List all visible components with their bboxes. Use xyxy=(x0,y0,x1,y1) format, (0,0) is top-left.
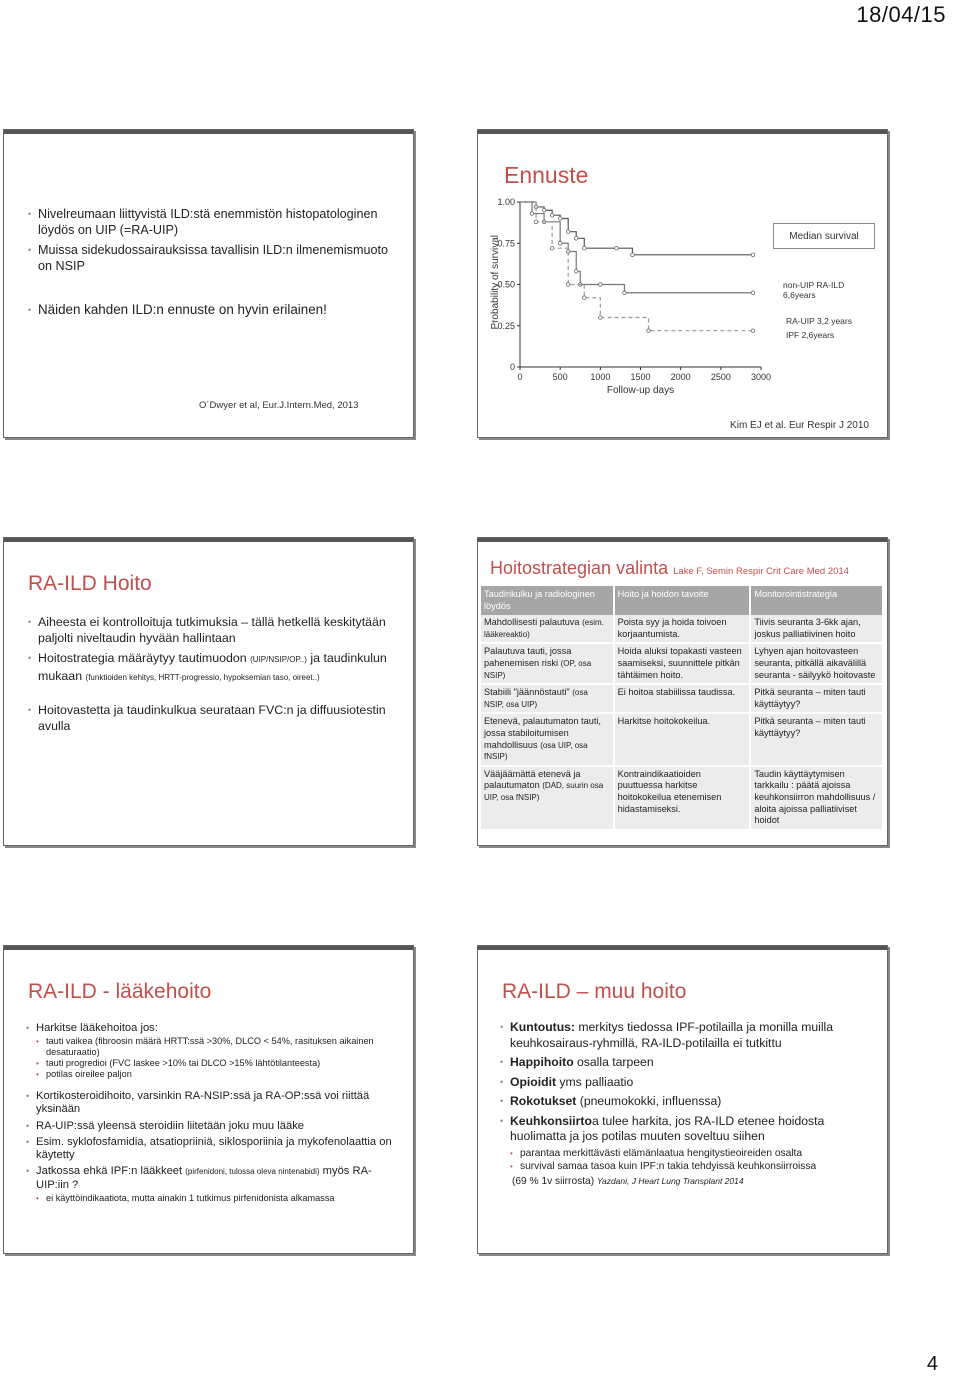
slide5-sub-list-2 xyxy=(36,1193,401,1204)
table-cell: Poista syy ja hoida toivoen korjaantumista. xyxy=(614,615,751,643)
y-tick-label: 0.50 xyxy=(497,279,515,290)
censor-mark xyxy=(566,283,570,287)
slide5-sub-list xyxy=(36,1036,401,1081)
censor-mark xyxy=(550,213,554,217)
table-row xyxy=(481,684,883,713)
table-cell: Mahdollisesti palautuva (esim. lääkereaktio) xyxy=(481,615,614,643)
chart-axes xyxy=(497,197,771,382)
table-cell: Taudin käyttäytymisen tarkkailu : päätä ajoissa keuhkonsiirron mahdollisuus / aloita ajoissa palliatiiviset hoidot xyxy=(750,766,883,830)
x-tick-label: 2500 xyxy=(710,372,731,382)
censor-mark xyxy=(582,246,586,250)
page-date: 18/04/15 xyxy=(856,2,946,27)
censor-mark xyxy=(599,316,603,320)
survival-curve-non-uip-ra-ild xyxy=(520,202,753,255)
slide6-bullets xyxy=(500,1020,870,1193)
slide4-citation: Lake F, Semin Respir Crit Care Med 2014 xyxy=(673,566,849,577)
slide1-bullet-2: • Muissa sidekudossairauksissa tavallisin ILD:n ilmenemismuoto on NSIP xyxy=(28,242,398,274)
table-cell: Pitkä seuranta – miten tauti käyttäytyy? xyxy=(750,684,883,713)
slide6-sub-list xyxy=(510,1147,870,1173)
censor-mark xyxy=(550,246,554,250)
censor-mark xyxy=(751,291,755,295)
censor-mark xyxy=(582,296,586,300)
censor-mark xyxy=(751,329,755,333)
table-cell: Lyhyen ajan hoitovasteen seuranta, pitkällä aikavälillä seuranta - säilyykö hoitovaste xyxy=(750,643,883,684)
slide6-title: RA-ILD – muu hoito xyxy=(502,980,687,1003)
censor-mark xyxy=(566,230,570,234)
slide1-bullets xyxy=(28,206,398,322)
x-tick-label: 1500 xyxy=(630,372,651,382)
slide2-title: Ennuste xyxy=(504,162,589,188)
slide6-sub-item: • parantaa merkittävästi elämänlaatua hengitystieoireiden osalta xyxy=(510,1147,870,1160)
slide6-sub-tail: (69 % 1v siirrosta) Yazdani, J Heart Lung Transplant 2014 xyxy=(512,1175,744,1187)
slide6-bullet: • Rokotukset (pneumokokki, influenssa) xyxy=(500,1094,870,1110)
chart-x-label: Follow-up days xyxy=(606,385,675,396)
x-tick-label: 1000 xyxy=(590,372,611,382)
slide5-bullets xyxy=(26,1018,401,1206)
slide3-b2-main: Hoitostrategia määräytyy tautimuodon xyxy=(38,651,247,665)
slide3-bullet-2 xyxy=(28,650,398,686)
table-row xyxy=(481,615,883,643)
table-cell: Tiivis seuranta 3-6kk ajan, joskus palliatiivinen hoito xyxy=(750,615,883,643)
slide-3 xyxy=(3,537,414,846)
y-tick-label: 0.25 xyxy=(497,320,515,331)
table-cell: Etenevä, palautumaton tauti, jossa stabiloitumisen mahdollisuus (osa UIP, osa fNSIP) xyxy=(481,713,614,765)
slide-4 xyxy=(477,537,888,846)
table-cell: Pitkä seuranta – miten tauti käyttäytyy? xyxy=(750,713,883,765)
table-row xyxy=(481,766,883,830)
censor-mark xyxy=(542,208,546,212)
table-row xyxy=(481,713,883,765)
table-cell: Ei hoitoa stabiilissa taudissa. xyxy=(614,684,751,713)
chart-y-label: Probability of survival xyxy=(490,235,501,330)
slide3-bullets xyxy=(28,614,398,738)
censor-mark xyxy=(647,329,651,333)
slide3-bullet-3: • Hoitovastetta ja taudinkulkua seurataan FVC:n ja diffuusiotestin avulla xyxy=(28,702,398,734)
median-survival-legend: Median survival xyxy=(773,223,875,249)
censor-mark xyxy=(574,270,578,274)
slide5-sub-item: • tauti vaikea (fibroosin määrä HRTT:ssä >30%, DLCO < 54%, rasituksen aikainen desaturaatio) xyxy=(36,1036,401,1058)
censor-mark xyxy=(530,212,534,216)
y-tick-label: 0.75 xyxy=(497,238,515,249)
slide-2 xyxy=(477,129,888,438)
slide5-sub-item: • ei käyttöindikaatiota, mutta ainakin 1 tutkimus pirfenidonista alkamassa xyxy=(36,1193,401,1204)
slide3-title: RA-ILD Hoito xyxy=(28,572,152,595)
table-cell: Stabiili "jäännöstauti" (osa NSIP, osa UIP) xyxy=(481,684,614,713)
series-label-ipf: IPF 2,6years xyxy=(786,330,835,340)
slide3-b2-main2: ja taudinkulun mukaan xyxy=(38,651,387,683)
page-number: 4 xyxy=(926,1353,938,1375)
slide6-sub-item: • survival samaa tasoa kuin IPF:n takia tehdyissä keuhkonsiirroissa xyxy=(510,1160,870,1173)
chart-series xyxy=(520,202,755,333)
slide3-b2-small1: (UIP/NSIP/OP..) xyxy=(250,655,307,664)
slide5-bullet-5: • Jatkossa ehkä IPF:n lääkkeet (pirfenidoni, tulossa oleva nintenabidi) myös RA-UIP:iin ? • ei käyttöindikaatiota, mutta ainakin 1 tutkimus pirfenidonista alkamassa xyxy=(26,1165,401,1203)
x-tick-label: 0 xyxy=(517,372,523,382)
table-cell: Vääjäämättä etenevä ja palautumaton (DAD, suurin osa UIP, osa fNSIP) xyxy=(481,766,614,830)
series-label-non-uip: non-UIP RA-ILD 6,6years xyxy=(783,280,845,300)
table-cell: Hoida aluksi topakasti vasteen saamiseksi, suunnittele pitkän tähtäimen hoito. xyxy=(614,643,751,684)
series-label-ra-uip: RA-UIP 3,2 years xyxy=(786,316,852,326)
table-cell: Kontraindikaatioiden puuttuessa harkitse hoitokokeilua etenemisen hidastamiseksi. xyxy=(614,766,751,830)
table-header: Monitorointistrategia xyxy=(750,586,883,615)
y-tick-label: 1.00 xyxy=(497,197,515,207)
censor-mark xyxy=(558,217,562,221)
censor-mark xyxy=(751,253,755,257)
x-tick-label: 500 xyxy=(552,372,568,382)
censor-mark xyxy=(558,241,562,245)
censor-mark xyxy=(599,283,603,287)
slide1-bullet-1: • Nivelreumaan liittyvistä ILD:stä enemmistön histopatologinen löydös on UIP (=RA-UIP) xyxy=(28,206,398,238)
slide2-reference: Kim EJ et al. Eur Respir J 2010 xyxy=(730,420,869,431)
slide5-bullet-1: • Harkitse lääkehoitoa jos: • tauti vaikea (fibroosin määrä HRTT:ssä >30%, DLCO < 54%, rasituksen aikainen desaturaatio) • tauti progredioi (FVC laskee >10% tai DLCO >15% lähtötilanteesta) • potilas oireilee paljon xyxy=(26,1022,401,1080)
censor-mark xyxy=(574,237,578,241)
slide5-bullet-4: • Esim. syklofosfamidia, atsatiopriiniä, siklosporiinia ja mykofenolaattia on käytetty xyxy=(26,1136,401,1161)
table-cell: Palautuva tauti, jossa pahenemisen riski (OP, osa NSIP) xyxy=(481,643,614,684)
slide-1 xyxy=(3,129,414,438)
slide-5 xyxy=(3,945,414,1254)
slide5-title: RA-ILD - lääkehoito xyxy=(28,980,212,1003)
y-tick-label: 0 xyxy=(509,362,515,372)
slide3-b2-small2: (funktioiden kehitys, HRTT-progressio, hypoksemian taso, oireet..) xyxy=(85,673,320,682)
slide5-sub-item: • tauti progredioi (FVC laskee >10% tai DLCO >15% lähtötilanteesta) xyxy=(36,1058,401,1069)
table-header-row xyxy=(481,586,883,615)
slide4-title-text: Hoitostrategian valinta xyxy=(490,558,669,578)
censor-mark xyxy=(534,220,538,224)
slide3-bullet-1: • Aiheesta ei kontrolloituja tutkimuksia – tällä hetkellä keskitytään paljolti niveltaudin hyvään hallintaan xyxy=(28,614,398,646)
slide6-bullet: • Opioidit yms palliaatio xyxy=(500,1075,870,1091)
censor-mark xyxy=(623,291,627,295)
table-row xyxy=(481,643,883,684)
censor-mark xyxy=(615,246,619,250)
censor-mark xyxy=(631,253,635,257)
slide-6 xyxy=(477,945,888,1254)
table-cell: Harkitse hoitokokeilua. xyxy=(614,713,751,765)
strategy-table xyxy=(481,586,884,831)
slide5-sub-item: • potilas oireilee paljon xyxy=(36,1069,401,1080)
table-header: Hoito ja hoidon tavoite xyxy=(614,586,751,615)
x-tick-label: 3000 xyxy=(750,372,772,382)
slide5-bullet-3: • RA-UIP:ssä yleensä steroidiin liitetään joku muu lääke xyxy=(26,1120,401,1133)
slide1-bullet-3: • Näiden kahden ILD:n ennuste on hyvin erilainen! xyxy=(28,302,398,318)
slide5-bullet-2: • Kortikosteroidihoito, varsinkin RA-NSIP:ssä ja RA-OP:ssä voi riittää yksinään xyxy=(26,1090,401,1115)
slide1-reference: O´Dwyer et al, Eur.J.Intern.Med, 2013 xyxy=(199,400,359,411)
slide6-bullet: • Happihoito osalla tarpeen xyxy=(500,1055,870,1071)
slide4-title xyxy=(490,558,849,579)
table-header: Taudinkulku ja radiologinen löydös xyxy=(481,586,614,615)
slide6-bullet: • Kuntoutus: merkitys tiedossa IPF-potilailla ja monilla muilla keuhkosairaus-ryhmillä, RA-ILD-potilailla ei tutkittu xyxy=(500,1020,870,1051)
slide6-bullet: • Keuhkonsiirtoa tulee harkita, jos RA-ILD etenee hoidosta huolimatta ja jos potilas muuten soveltuu siihen • parantaa merkittävästi elämänlaatua hengitystieoireiden osalta • survival samaa tasoa kuin IPF:n takia tehdyissä keuhkonsiirroissa (69 % 1v siirrosta) Yazdani, J Heart Lung Transplant 2014 xyxy=(500,1114,870,1190)
x-tick-label: 2000 xyxy=(670,372,691,382)
